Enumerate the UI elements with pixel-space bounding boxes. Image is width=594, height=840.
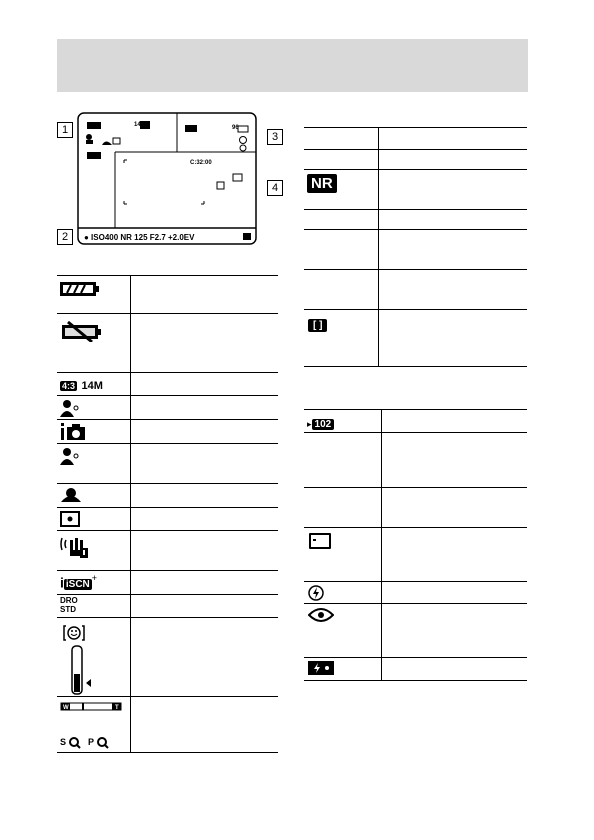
face-detection-icon — [57, 396, 131, 420]
image-size-icon: 4:3 14M — [57, 373, 131, 396]
table-row — [57, 314, 278, 373]
red-eye-icon — [304, 604, 382, 658]
table-row — [304, 230, 527, 270]
table-row — [304, 528, 527, 582]
lcd-size-text: 14M — [134, 122, 146, 128]
right-table-1 — [304, 127, 527, 367]
table-row — [57, 697, 278, 753]
table-row — [57, 373, 278, 396]
callout-4: 4 — [267, 180, 283, 196]
lcd-timer-text: C:32:00 — [190, 160, 212, 166]
table-row — [304, 658, 527, 681]
lcd-frame-icon — [77, 112, 257, 245]
scene-icon — [57, 484, 131, 508]
table-row — [57, 396, 278, 420]
table-row — [57, 276, 278, 314]
callout-2: 2 — [57, 229, 73, 245]
flash-off-icon — [304, 582, 382, 604]
table-row — [57, 444, 278, 484]
memory-card-icon — [304, 528, 382, 582]
lcd-diagram — [57, 112, 282, 272]
callout-3: 3 — [267, 129, 283, 145]
table-row — [304, 582, 527, 604]
table-row — [304, 150, 527, 170]
right-table-2 — [304, 409, 527, 681]
table-row — [304, 433, 527, 488]
table-row — [57, 595, 278, 618]
section-header — [57, 39, 528, 92]
metering-spot-icon — [57, 508, 131, 531]
battery-full-icon — [57, 276, 131, 314]
table-row — [304, 128, 527, 150]
flash-charging-icon — [304, 658, 382, 681]
zoom-scale-icon: W T S P — [57, 697, 131, 753]
table-row — [57, 420, 278, 444]
table-row — [304, 488, 527, 528]
table-row — [304, 170, 527, 210]
shake-warning-icon — [57, 531, 131, 571]
noise-reduction-icon: NR — [304, 170, 379, 210]
table-row — [304, 270, 527, 310]
table-row — [57, 571, 278, 595]
table-row — [304, 310, 527, 367]
callout-1: 1 — [57, 122, 73, 138]
table-row — [57, 618, 278, 697]
table-row — [57, 531, 278, 571]
table-row — [304, 410, 527, 433]
dro-std-icon: DRO STD — [57, 595, 131, 618]
left-table — [57, 275, 278, 753]
lcd-count-text: 96 — [232, 125, 239, 131]
af-frame-icon: [ ] — [304, 310, 379, 367]
intelligent-auto-icon — [57, 420, 131, 444]
table-row — [304, 604, 527, 658]
table-row — [57, 508, 278, 531]
battery-empty-icon — [57, 314, 131, 373]
lcd-bottom-bar: ● ISO400 NR 125 F2.7 +2.0EV — [84, 233, 195, 242]
iscn-plus-icon: i iSCN+ — [57, 571, 131, 595]
table-row — [57, 484, 278, 508]
smile-sensitivity-icon — [57, 618, 131, 697]
table-row — [304, 210, 527, 230]
smile-shutter-icon — [57, 444, 131, 484]
folder-icon: ▸ 102 — [304, 410, 382, 433]
